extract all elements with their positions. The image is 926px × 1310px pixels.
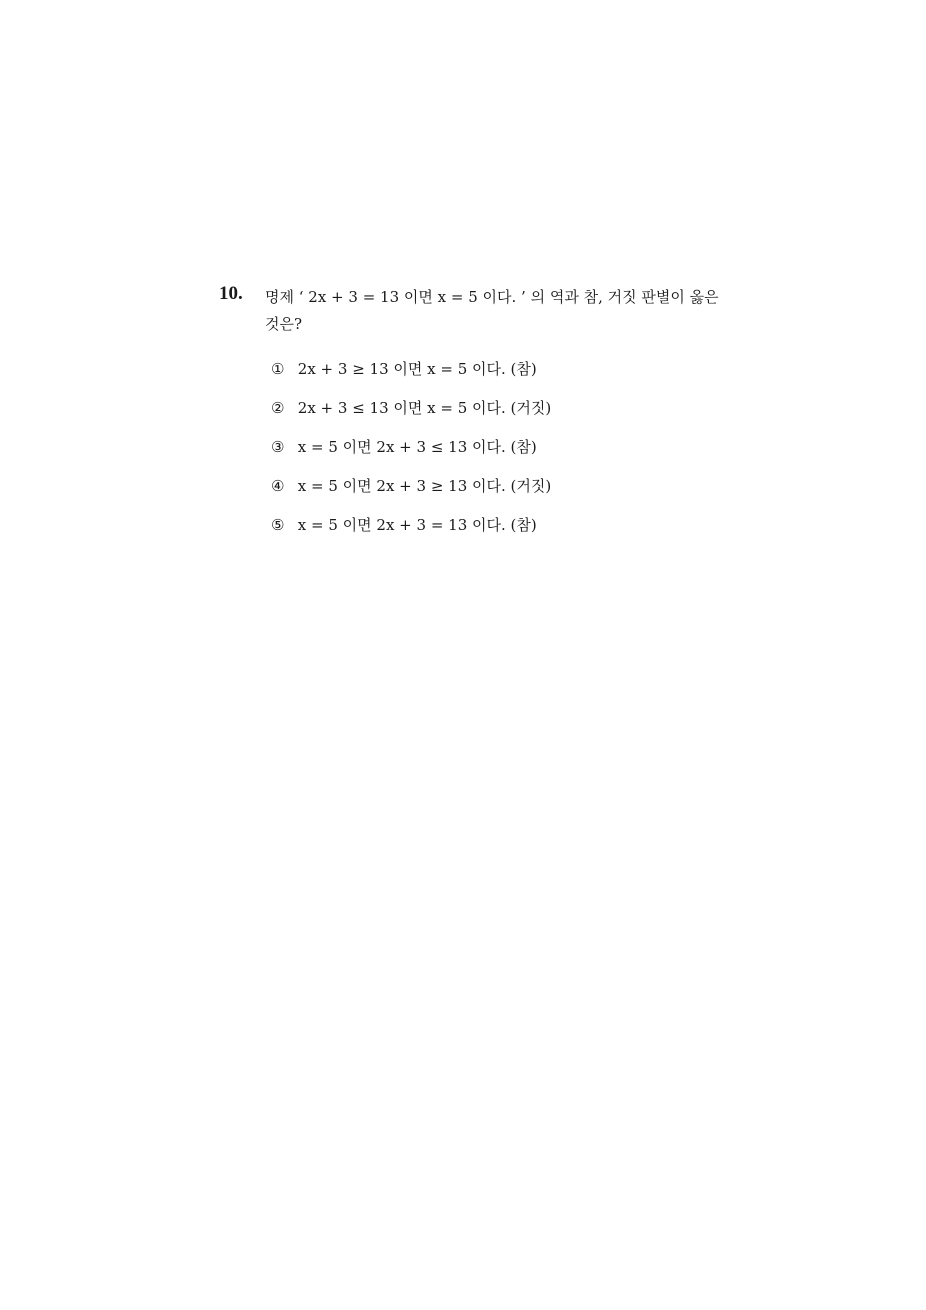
choice-3[interactable] xyxy=(271,436,537,457)
choice-1[interactable] xyxy=(271,358,537,379)
choice-2-marker: ② xyxy=(271,399,285,417)
choice-5-text: x = 5 이면 2x + 3 = 13 이다. (참) xyxy=(297,516,537,534)
choice-4-marker: ④ xyxy=(271,477,285,495)
choice-5-marker: ⑤ xyxy=(271,516,285,534)
question-text xyxy=(265,284,735,338)
choice-1-text: 2x + 3 ≥ 13 이면 x = 5 이다. (참) xyxy=(297,360,537,378)
choice-5[interactable] xyxy=(271,514,537,535)
choice-3-marker: ③ xyxy=(271,438,285,456)
choice-2-text: 2x + 3 ≤ 13 이면 x = 5 이다. (거짓) xyxy=(297,399,552,417)
choice-4-text: x = 5 이면 2x + 3 ≥ 13 이다. (거짓) xyxy=(297,477,552,495)
choice-3-text: x = 5 이면 2x + 3 ≤ 13 이다. (참) xyxy=(297,438,537,456)
question-text-line-2: 것은? xyxy=(265,315,303,333)
choice-2[interactable] xyxy=(271,397,551,418)
question-number: 10. xyxy=(219,283,243,304)
question-text-line-1: 명제 ‘ 2x + 3 = 13 이면 x = 5 이다. ’ 의 역과 참, 거짓 판별이 옳은 xyxy=(265,288,719,306)
choice-1-marker: ① xyxy=(271,360,285,378)
choice-4[interactable] xyxy=(271,475,551,496)
